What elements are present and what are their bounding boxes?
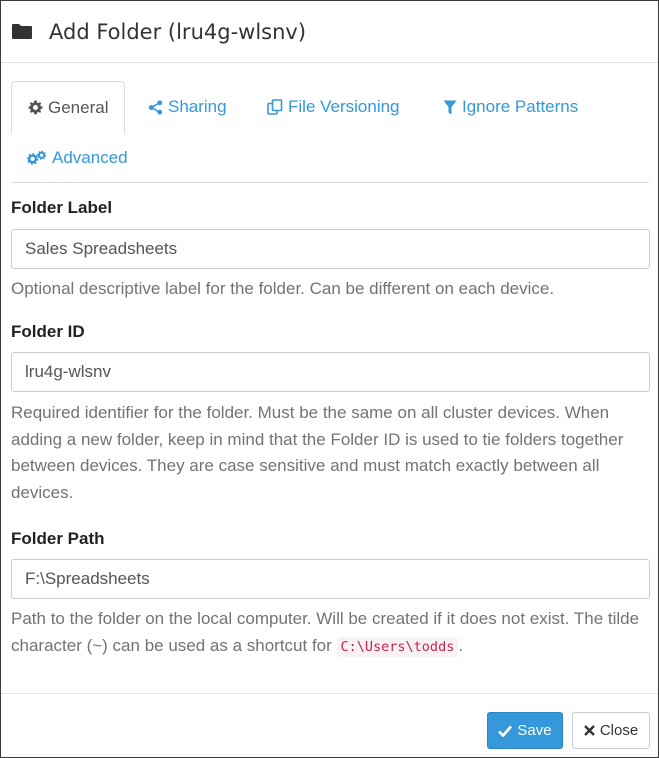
- filter-icon: [443, 100, 457, 115]
- folder-id-heading: Folder ID: [11, 322, 85, 341]
- folder-id-help: Required identifier for the folder. Must be the same on all cluster devices. When adding a new folder, keep in mind that the Folder ID is used to tie folders together between devices. They are case sensitive and must match exactly between all devices.: [11, 403, 624, 502]
- tab-sharing[interactable]: [132, 81, 243, 133]
- dialog-header: [1, 1, 658, 63]
- save-button[interactable]: [487, 712, 563, 749]
- close-button-label: Close: [599, 722, 639, 739]
- tab-file-versioning[interactable]: [251, 81, 416, 133]
- folder-label-input[interactable]: [11, 229, 650, 269]
- folder-icon: [11, 23, 33, 41]
- gears-icon: [27, 150, 47, 166]
- tab-advanced[interactable]: [11, 132, 144, 184]
- share-icon: [148, 100, 163, 115]
- save-button-label: Save: [517, 722, 552, 739]
- folder-label-help: Optional descriptive label for the folder. Can be different on each device.: [11, 279, 555, 298]
- close-icon: [584, 725, 595, 736]
- folder-path-help-end: .: [458, 635, 464, 655]
- tab-sharing-label: Sharing: [168, 97, 227, 116]
- folder-path-input[interactable]: [11, 559, 650, 599]
- gear-icon: [28, 100, 43, 115]
- folder-path-help-text: Path to the folder on the local computer. Will be created if it does not exist. The tilde character (~) can be used as a shortcut for: [11, 609, 640, 655]
- tab-ignore-patterns[interactable]: [427, 81, 594, 133]
- tab-general[interactable]: [11, 81, 125, 134]
- home-path-code: C:\Users\todds: [337, 637, 459, 657]
- tab-ignore-patterns-label: Ignore Patterns: [462, 97, 579, 116]
- folder-path-heading: Folder Path: [11, 529, 105, 548]
- dialog-footer: [1, 693, 658, 757]
- folder-label-heading: Folder Label: [11, 198, 113, 217]
- tab-general-label: General: [48, 97, 109, 117]
- copy-icon: [267, 99, 283, 115]
- folder-path-help: [11, 606, 651, 660]
- folder-id-input[interactable]: [11, 352, 650, 392]
- check-icon: [498, 725, 512, 737]
- tab-advanced-label: Advanced: [52, 148, 128, 167]
- dialog-title: Add Folder (lru4g-wlsnv): [49, 19, 307, 44]
- close-button[interactable]: [572, 712, 650, 749]
- tab-bar: [11, 81, 649, 183]
- tab-file-versioning-label: File Versioning: [288, 97, 400, 116]
